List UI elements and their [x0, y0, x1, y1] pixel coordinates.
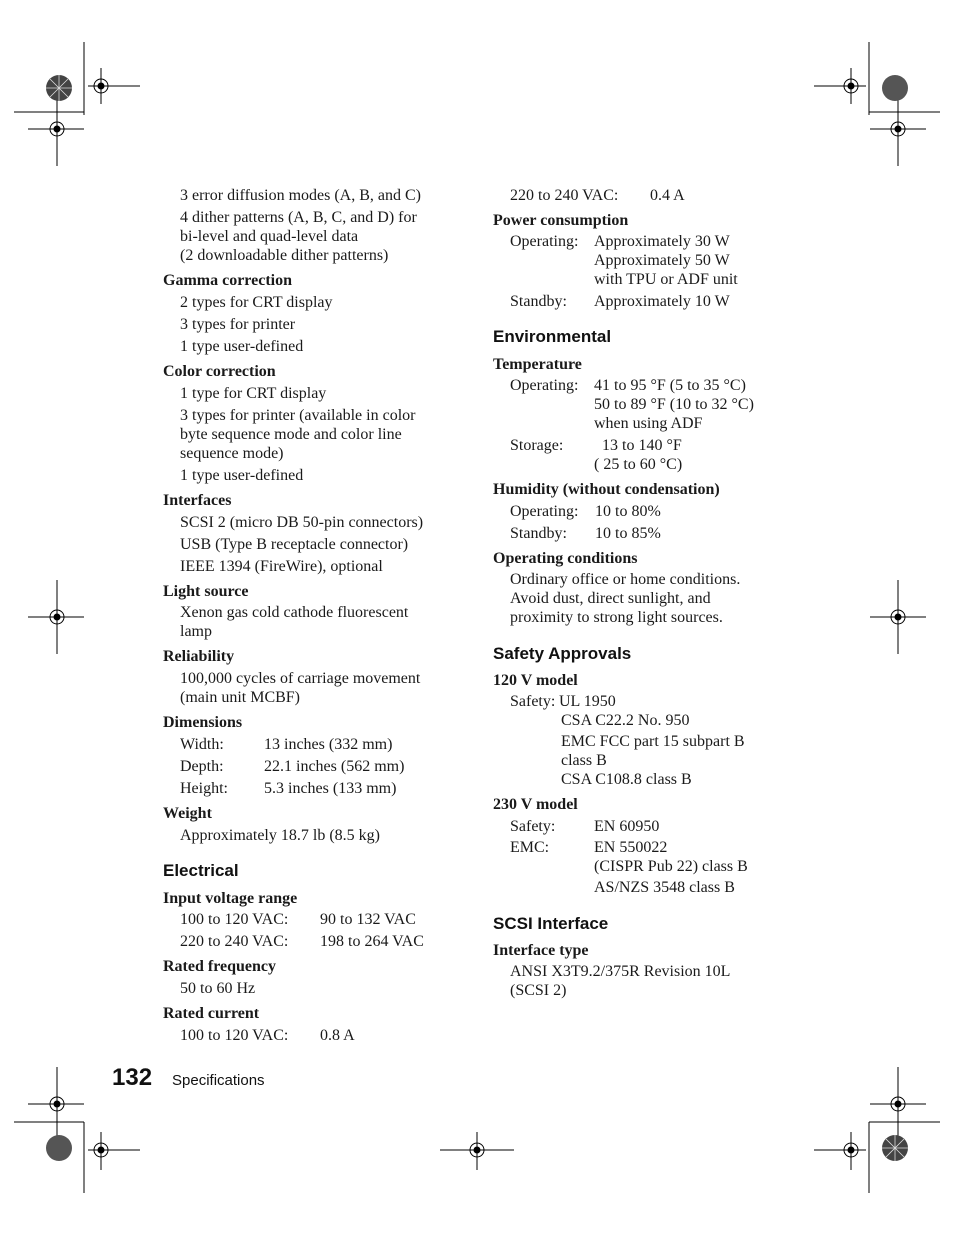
scsi-section-title: SCSI Interface — [493, 914, 609, 933]
humidity-value: 10 to 80% — [595, 503, 661, 520]
starburst-disk — [882, 1135, 908, 1161]
current-value: 0.4 A — [650, 187, 685, 204]
modes-line: 4 dither patterns (A, B, C, and D) for — [180, 209, 417, 226]
model-120-heading: 120 V model — [493, 672, 578, 689]
model-230-value: EN 60950 — [594, 818, 660, 835]
current-heading: Rated current — [163, 1005, 260, 1022]
temperature-value-line: 50 to 89 °F (10 to 32 °C) — [594, 396, 754, 413]
dimension-value: 13 inches (332 mm) — [264, 736, 393, 753]
model-120-value-line: UL 1950 — [559, 693, 616, 710]
color-item: byte sequence mode and color line — [180, 426, 402, 443]
conditions-line: proximity to strong light sources. — [510, 609, 723, 626]
gamma-item: 3 types for printer — [180, 316, 296, 333]
temperature-heading: Temperature — [493, 356, 582, 373]
model-120-key: Safety: — [510, 693, 556, 710]
temperature-value-line: ( 25 to 60 °C) — [594, 456, 683, 473]
model-230-value-line: AS/NZS 3548 class B — [594, 879, 735, 896]
starburst-disk — [882, 75, 908, 101]
model-120-value-line: EMC FCC part 15 subpart B — [561, 733, 745, 750]
power-value-line: Approximately 50 W — [594, 252, 730, 269]
light-source-line: Xenon gas cold cathode fluorescent — [180, 604, 409, 621]
gamma-item: 2 types for CRT display — [180, 294, 333, 311]
conditions-line: Avoid dust, direct sunlight, and — [510, 590, 711, 607]
frequency-line: 50 to 60 Hz — [180, 980, 256, 997]
model-120-value-line: CSA C108.8 class B — [561, 771, 692, 788]
crosshair-target — [28, 1067, 84, 1137]
color-heading: Color correction — [163, 363, 276, 380]
weight-line: Approximately 18.7 lb (8.5 kg) — [180, 827, 380, 844]
humidity-key: Standby: — [510, 525, 567, 542]
interface-type-line: (SCSI 2) — [510, 982, 567, 999]
crosshair-target — [870, 580, 926, 654]
power-value-line: with TPU or ADF unit — [594, 271, 738, 288]
modes-line: bi-level and quad-level data — [180, 228, 359, 245]
color-item: 1 type user-defined — [180, 467, 304, 484]
dimension-key: Depth: — [180, 758, 224, 775]
crosshair-target — [88, 1132, 140, 1170]
humidity-value: 10 to 85% — [595, 525, 661, 542]
starburst-disk — [46, 75, 72, 101]
temperature-key: Storage: — [510, 437, 564, 454]
voltage-value: 90 to 132 VAC — [320, 911, 416, 928]
current-key: 220 to 240 VAC: — [510, 187, 619, 204]
temperature-value-line: 41 to 95 °F (5 to 35 °C) — [594, 377, 746, 394]
gamma-heading: Gamma correction — [163, 272, 292, 289]
interface-item: USB (Type B receptacle connector) — [180, 536, 409, 553]
crosshair-target — [814, 1132, 866, 1170]
page-number: 132 — [112, 1064, 153, 1091]
voltage-value: 198 to 264 VAC — [320, 933, 424, 950]
interface-item: SCSI 2 (micro DB 50-pin connectors) — [180, 514, 424, 531]
current-key: 100 to 120 VAC: — [180, 1027, 289, 1044]
model-120-value-line: CSA C22.2 No. 950 — [561, 712, 690, 729]
interface-type-line: ANSI X3T9.2/375R Revision 10L — [510, 963, 731, 980]
model-230-key: Safety: — [510, 818, 556, 835]
humidity-key: Operating: — [510, 503, 579, 520]
conditions-heading: Operating conditions — [493, 550, 638, 567]
reliability-line: 100,000 cycles of carriage movement — [180, 670, 421, 687]
power-key: Operating: — [510, 233, 579, 250]
gamma-item: 1 type user-defined — [180, 338, 304, 355]
model-230-value-line: EN 550022 — [594, 839, 668, 856]
crosshair-target — [28, 580, 84, 654]
power-heading: Power consumption — [493, 212, 629, 229]
color-item: 1 type for CRT display — [180, 385, 327, 402]
humidity-heading: Humidity (without condensation) — [493, 481, 720, 498]
light-source-heading: Light source — [163, 583, 249, 600]
interfaces-heading: Interfaces — [163, 492, 232, 509]
temperature-key: Operating: — [510, 377, 579, 394]
starburst-disk — [46, 1135, 72, 1161]
environmental-section-title: Environmental — [493, 327, 612, 346]
crosshair-target — [88, 68, 140, 104]
power-value: Approximately 10 W — [594, 293, 730, 310]
modes-line: (2 downloadable dither patterns) — [180, 247, 389, 264]
dimension-key: Height: — [180, 780, 228, 797]
dimension-value: 5.3 inches (133 mm) — [264, 780, 397, 797]
electrical-section-title: Electrical — [163, 861, 239, 880]
crosshair-target — [870, 98, 926, 166]
weight-heading: Weight — [163, 805, 212, 822]
model-230-key: EMC: — [510, 839, 550, 856]
current-value: 0.8 A — [320, 1027, 355, 1044]
safety-section-title: Safety Approvals — [493, 644, 632, 663]
crosshair-target — [28, 98, 84, 166]
temperature-value-line: when using ADF — [594, 415, 703, 432]
conditions-line: Ordinary office or home conditions. — [510, 571, 741, 588]
crosshair-target — [870, 1067, 926, 1137]
dimension-key: Width: — [180, 736, 224, 753]
voltage-key: 100 to 120 VAC: — [180, 911, 289, 928]
temperature-value-line: 13 to 140 °F — [602, 437, 682, 454]
crosshair-target — [440, 1132, 514, 1170]
power-key: Standby: — [510, 293, 567, 310]
voltage-heading: Input voltage range — [163, 890, 298, 907]
light-source-line: lamp — [180, 623, 212, 640]
color-item: 3 types for printer (available in color — [180, 407, 416, 424]
crosshair-target — [814, 68, 866, 104]
interface-type-heading: Interface type — [493, 942, 589, 959]
model-230-heading: 230 V model — [493, 796, 578, 813]
reliability-line: (main unit MCBF) — [180, 689, 301, 706]
voltage-key: 220 to 240 VAC: — [180, 933, 289, 950]
footer-label: Specifications — [172, 1072, 265, 1089]
color-item: sequence mode) — [180, 445, 284, 462]
power-value-line: Approximately 30 W — [594, 233, 730, 250]
reliability-heading: Reliability — [163, 648, 235, 665]
frequency-heading: Rated frequency — [163, 958, 277, 975]
model-230-value-line: (CISPR Pub 22) class B — [594, 858, 748, 875]
dimensions-heading: Dimensions — [163, 714, 243, 731]
model-120-value-line: class B — [561, 752, 607, 769]
interface-item: IEEE 1394 (FireWire), optional — [180, 558, 383, 575]
dimension-value: 22.1 inches (562 mm) — [264, 758, 405, 775]
modes-line: 3 error diffusion modes (A, B, and C) — [180, 187, 421, 204]
